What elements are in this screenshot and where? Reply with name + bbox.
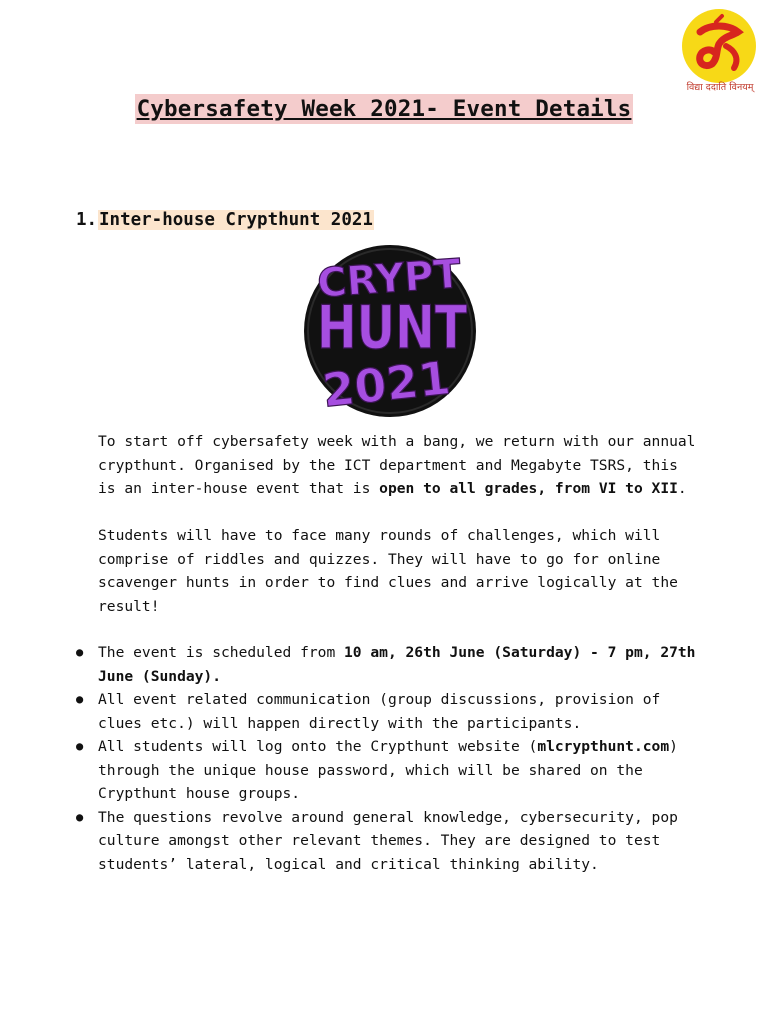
intro-paragraph [98,430,698,501]
intro-grades-bold: open to all grades, from VI to XII [379,480,678,497]
list-item [76,641,698,688]
crypthunt-word-year: 2021 [319,350,453,418]
section-heading [76,207,374,233]
event-details-list [76,641,698,876]
section-title: Inter-house Crypthunt 2021 [99,210,373,230]
page-title: Cybersafety Week 2021- Event Details [136,96,632,122]
intro-period: . [677,480,687,497]
website-link[interactable]: mlcrypthunt.com [537,738,670,755]
website-text-pre: All students will log onto the Crypthunt website ( [98,738,538,755]
schedule-bold: 10 am, 26th June (Saturday) - 7 pm, 27th June (Sunday). [98,644,696,685]
section-number: 1. [76,210,98,230]
website-text-post: ) through the unique house password, which will be shared on the Crypthunt house groups. [98,738,678,802]
communication-text: All event related communication (group discussions, provision of clues etc.) will happen directly with the participants. [98,691,661,732]
intro-text: To start off cybersafety week with a bang, we return with our annual crypthunt. Organised by the ICT department and Megabyte TSRS, this is an inter-house event that is [98,433,696,497]
list-item [76,735,698,806]
bullet-icon: ● [76,692,84,706]
list-item [76,806,698,877]
themes-text: The questions revolve around general knowledge, cybersecurity, pop culture amongst other relevant themes. They are designed to test students’ lateral, logical and critical thinking ability. [98,808,678,873]
bullet-icon: ● [76,809,84,824]
bullet-icon: ● [76,739,84,753]
challenges-paragraph: Students will have to face many rounds of challenges, which will comprise of riddles and quizzes. They will have to go for online scavenger hunts in order to find clues and arrive logically at the result! [98,527,678,615]
crypthunt-word-hunt: HUNT [317,293,468,363]
school-emblem-icon [676,6,764,94]
bullet-icon: ● [76,645,84,659]
emblem-motto: विद्या ददाति विनयम् [686,82,754,93]
schedule-text: The event is scheduled from [98,644,345,661]
list-item [76,688,698,735]
crypthunt-2021-logo [284,240,510,426]
crypthunt-word-crypt: CRYPT [315,251,463,307]
